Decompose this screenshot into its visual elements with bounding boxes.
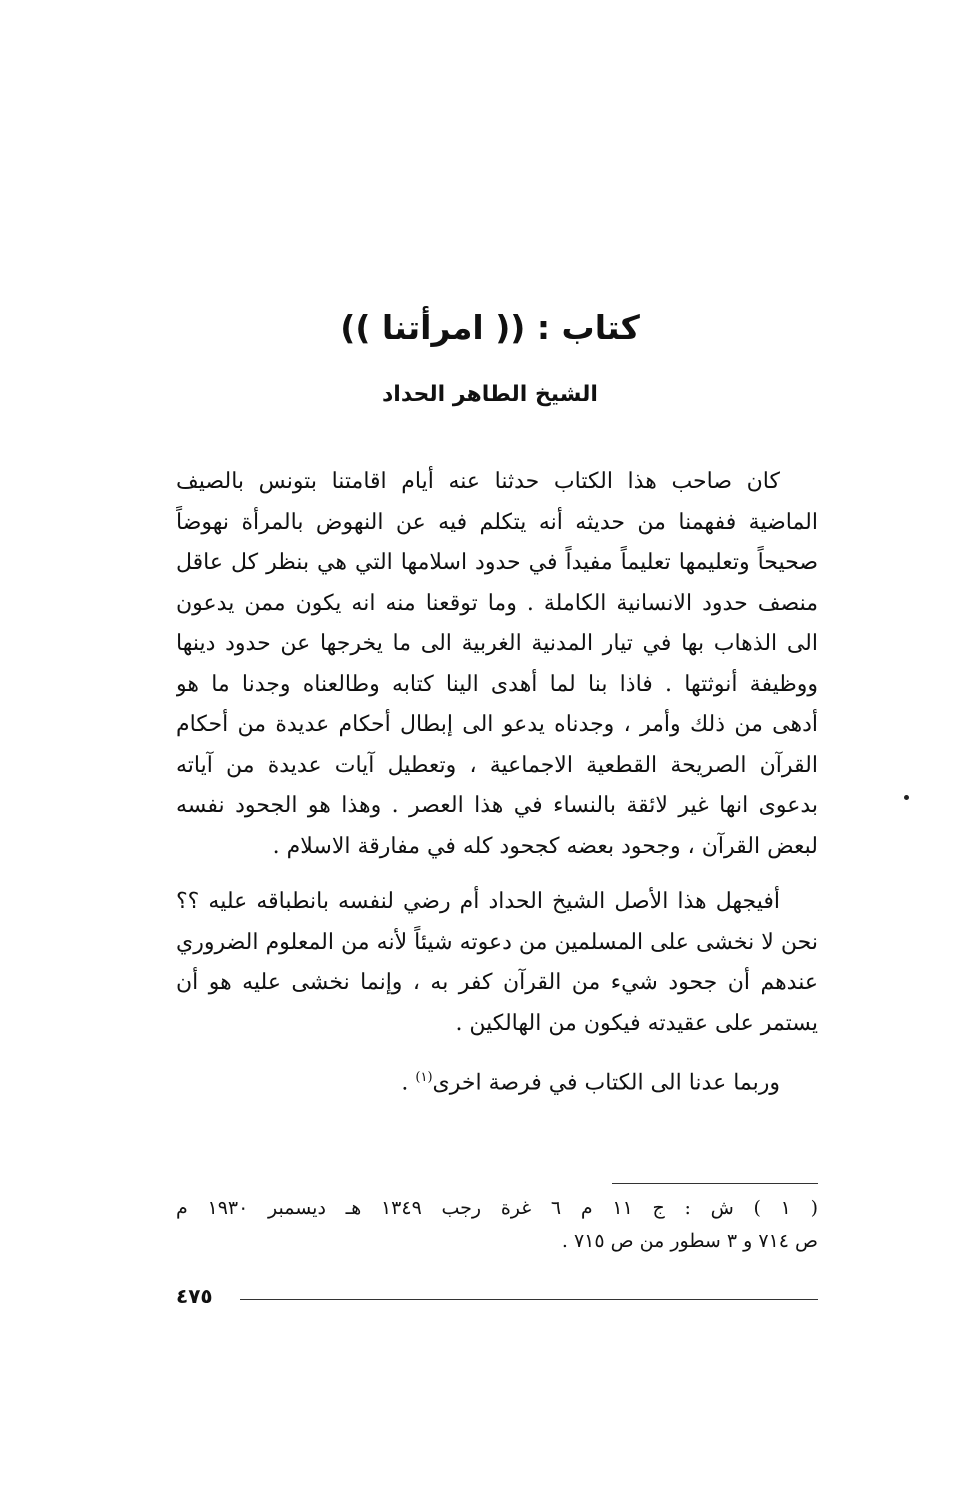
margin-dot bbox=[904, 795, 909, 800]
page-title: كتاب : (( امرأتنا )) bbox=[340, 308, 640, 347]
paragraph-2 bbox=[176, 882, 818, 1044]
text-line-content: وربما عدنا الى الكتاب في فرصة اخرى bbox=[432, 1070, 780, 1096]
paragraph-3 bbox=[176, 1058, 818, 1099]
text-line: كان صاحب هذا الكتاب حدثنا عنه أيام اقامتنا بتونس بالصيف bbox=[176, 469, 780, 494]
text-line: بدعوى انها غير لائقة بالنساء في هذا العصر . وهذا هو الجحود نفسه bbox=[176, 793, 818, 818]
text-line: أفيجهل هذا الأصل الشيخ الحداد أم رضي لنفسه بانطباقه عليه ؟؟ bbox=[176, 889, 780, 914]
text-line: منصف حدود الانسانية الكاملة . وما توقعنا منه انه يكون ممن يدعون bbox=[176, 590, 818, 616]
author-name: الشيخ الطاهر الحداد bbox=[382, 382, 598, 407]
footnote bbox=[176, 1192, 818, 1258]
text-line bbox=[176, 1058, 818, 1099]
text-line: ووظيفة أنوثتها . فاذا بنا لما أهدى الينا كتابه وطالعناه وجدنا ما هو bbox=[176, 671, 818, 697]
text-line: القرآن الصريحة القطعية الاجماعية ، وتعطيل آيات عديدة من آياته bbox=[176, 752, 818, 778]
footnote-line: ص ٧١٤ و ٣ سطور من ص ٧١٥ . bbox=[561, 1230, 818, 1252]
footnote-reference: (١) bbox=[415, 1070, 433, 1085]
text-line: الى الذهاب بها في تيار المدنية الغربية الى ما يخرجها عن حدود دينها bbox=[176, 631, 818, 656]
text-line: أدهى من ذلك وأمر ، وجدناه يدعو الى إبطال أحكام عديدة من أحكام bbox=[176, 712, 818, 737]
text-line: نحن لا نخشى على المسلمين من دعوته شيئاً لأنه من المعلوم الضروري bbox=[176, 929, 818, 955]
text-line: عندهم أن جحود شيء من القرآن كفر به ، وإنما نخشى عليه هو أن bbox=[176, 970, 818, 995]
text-line: يستمر على عقيدته فيكون من الهالكين . bbox=[455, 1010, 818, 1036]
page-number: ٤٧٥ bbox=[176, 1284, 213, 1308]
footnote-divider bbox=[612, 1183, 818, 1184]
text-line: لبعض القرآن ، وجحود بعضه كجحود كله في مفارقة الاسلام . bbox=[272, 833, 818, 859]
footnote-line: ( ١ ) ش : ج ١١ م ٦ غرة رجب ١٣٤٩ هـ ديسمبر ١٩٣٠ م bbox=[176, 1197, 818, 1219]
page-number-rule bbox=[240, 1299, 818, 1300]
paragraph-1 bbox=[176, 462, 818, 867]
text-line: الماضية ففهمنا من حديثه أنه يتكلم فيه عن النهوض بالمرأة نهوضاً bbox=[176, 509, 818, 535]
text-line: صحيحاً وتعليمها تعليماً مفيداً في حدود اسلامها التي هي بنظر كل عاقل bbox=[176, 550, 818, 575]
text-line-ending: . bbox=[401, 1070, 416, 1096]
